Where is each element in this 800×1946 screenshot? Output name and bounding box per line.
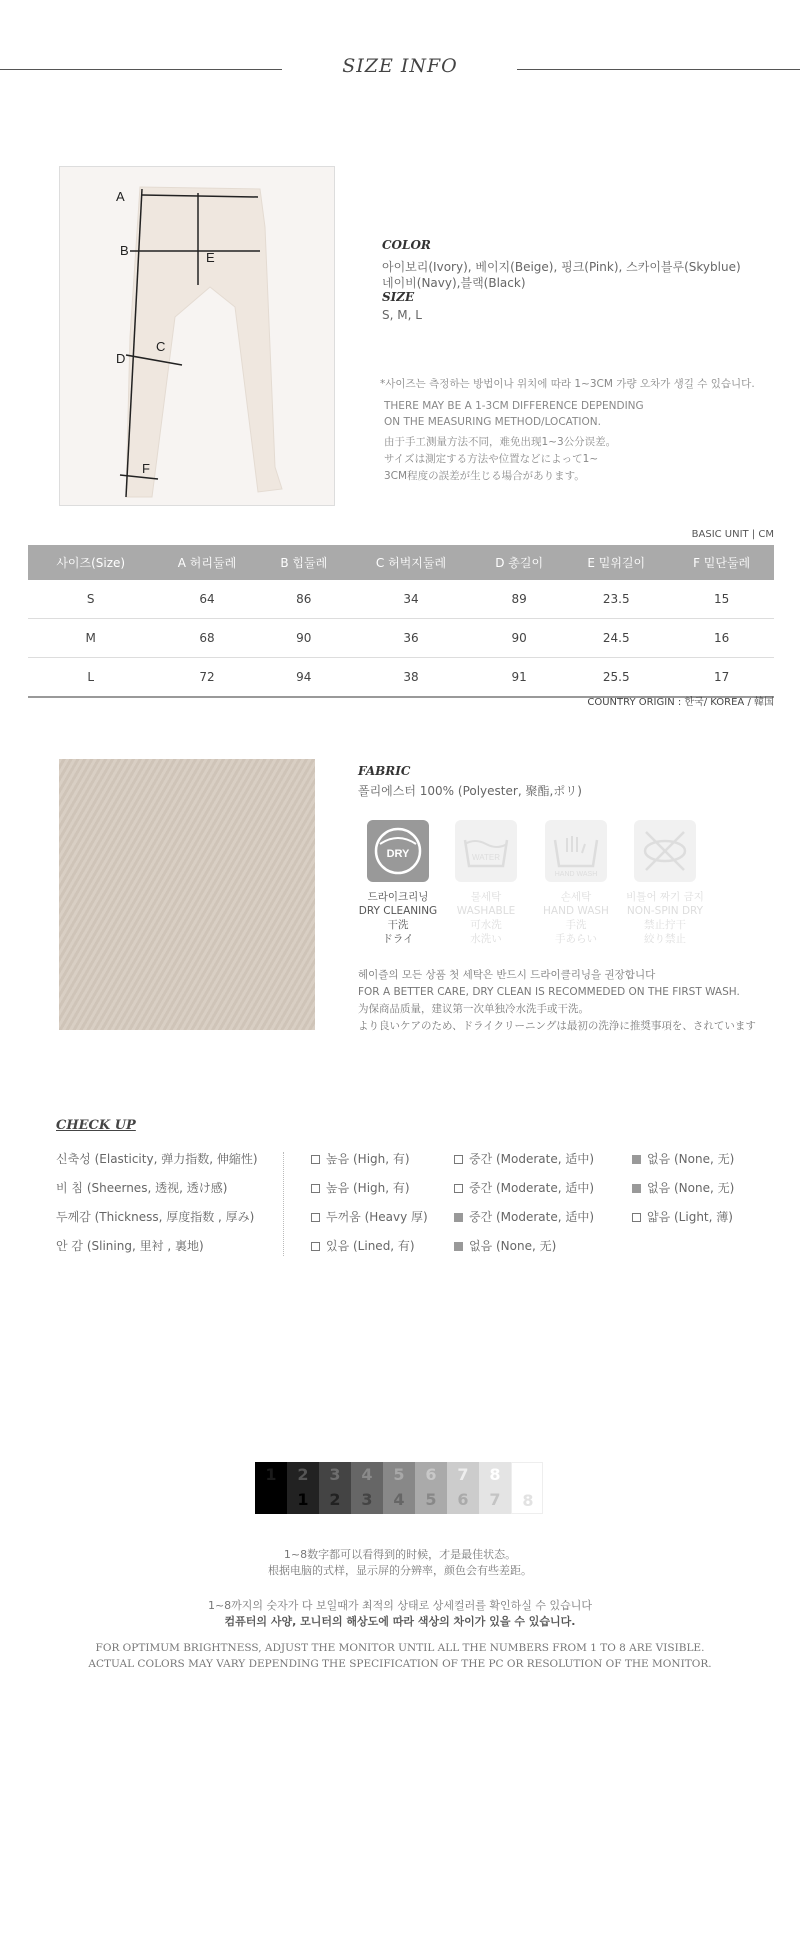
fabric-swatch-photo — [59, 759, 315, 1030]
calibration-en-1: FOR OPTIMUM BRIGHTNESS, ADJUST THE MONITOR UNTIL ALL THE NUMBERS FROM 1 TO 8 ARE VISIBLE. — [95, 1642, 705, 1654]
care-notice-cn: 为保商品质量，建议第一次单独冷水洗手或干洗。 — [358, 1003, 589, 1015]
calibration-cn-2: 根据电脑的式样，显示屏的分辨率，颜色会有些差距。 — [268, 1564, 532, 1577]
option-high: 높음 (High, 有) — [311, 1150, 410, 1167]
calibration-cell: 2 1 — [287, 1462, 319, 1514]
page-title: SIZE INFO — [342, 55, 458, 77]
option-heavy: 두꺼움 (Heavy 厚) — [311, 1208, 428, 1225]
country-origin: COUNTRY ORIGIN : 한국/ KOREA / 韓国 — [587, 697, 774, 708]
option-moderate: 중간 (Moderate, 适中) — [454, 1208, 594, 1225]
checkbox-checked-icon — [454, 1242, 463, 1251]
dry-clean-icon — [367, 820, 429, 882]
option-moderate: 중간 (Moderate, 适中) — [454, 1179, 594, 1196]
size-table-header — [28, 545, 774, 580]
table-cell: 91 — [475, 658, 563, 698]
diagram-label-f: F — [142, 461, 150, 476]
size-table — [28, 545, 774, 698]
care-notice-jp: より良いケアのため、ドライクリーニングは最初の洗浄に推奨事項を、されています — [358, 1020, 756, 1032]
option-high: 높음 (High, 有) — [311, 1179, 410, 1196]
fabric-label: FABRIC — [358, 764, 411, 778]
washable-icon — [455, 820, 517, 882]
table-cell: M — [28, 619, 153, 658]
table-row — [28, 580, 774, 619]
table-cell: 24.5 — [563, 619, 669, 658]
table-cell: 16 — [669, 619, 774, 658]
option-none: 없음 (None, 无) — [632, 1179, 734, 1196]
diagram-label-d: D — [116, 351, 126, 366]
size-note-en-2: ON THE MEASURING METHOD/LOCATION. — [384, 416, 601, 428]
care-label-water: 물세탁 WASHABLE 可水洗 水洗い — [456, 891, 516, 945]
svg-text:DRY: DRY — [386, 848, 410, 860]
calibration-cn-1: 1~8数字都可以看得到的时候，才是最佳状态。 — [283, 1548, 517, 1561]
col-size: 사이즈(Size) — [28, 545, 153, 580]
calibration-cell: 8 — [511, 1462, 543, 1514]
diagram-label-c: C — [156, 339, 166, 354]
calibration-cell: 8 7 — [479, 1462, 511, 1514]
table-cell: 94 — [261, 658, 348, 698]
care-notice-ko: 헤이즐의 모든 상품 첫 세탁은 반드시 드라이클리닝을 권장합니다 — [358, 969, 656, 981]
checkup-label: 안 감 (Slining, 里衬 , 裏地) — [56, 1239, 204, 1253]
col-length: D 총길이 — [475, 545, 563, 580]
color-line-2: 네이비(Navy),블랙(Black) — [382, 276, 526, 290]
care-notice-en: FOR A BETTER CARE, DRY CLEAN IS RECOMMEDED ON THE FIRST WASH. — [358, 986, 740, 998]
care-label-dry: 드라이크리닝 DRY CLEANING 干洗 ドライ — [358, 891, 438, 945]
table-cell: 90 — [261, 619, 348, 658]
checkbox-checked-icon — [632, 1184, 641, 1193]
svg-text:WATER: WATER — [472, 853, 500, 862]
table-row — [28, 619, 774, 658]
size-note-cn: 由于手工测量方法不同，难免出现1~3公分误差。 — [384, 436, 617, 448]
table-cell: 36 — [347, 619, 475, 658]
checkbox-checked-icon — [454, 1213, 463, 1222]
col-hip: B 힙둘레 — [261, 545, 348, 580]
calibration-cell: 1 — [255, 1462, 287, 1514]
table-cell: 90 — [475, 619, 563, 658]
table-cell: 38 — [347, 658, 475, 698]
checkbox-icon — [311, 1213, 320, 1222]
color-label: COLOR — [382, 238, 431, 252]
col-waist: A 허리둘레 — [153, 545, 260, 580]
table-cell: 89 — [475, 580, 563, 619]
size-label: SIZE — [382, 290, 415, 304]
col-rise: E 밑위길이 — [563, 545, 669, 580]
table-cell: S — [28, 580, 153, 619]
checkbox-icon — [454, 1155, 463, 1164]
size-note-jp-1: サイズは測定する方法や位置などによって1~ — [384, 453, 599, 465]
non-spin-dry-icon — [634, 820, 696, 882]
table-cell: 15 — [669, 580, 774, 619]
table-cell: 64 — [153, 580, 260, 619]
color-line-1: 아이보리(Ivory), 베이지(Beige), 핑크(Pink), 스카이블루(Skyblue) — [382, 260, 741, 274]
option-moderate: 중간 (Moderate, 适中) — [454, 1150, 594, 1167]
table-cell: 34 — [347, 580, 475, 619]
option-light: 얇음 (Light, 薄) — [632, 1208, 733, 1225]
table-row — [28, 658, 774, 698]
table-cell: 25.5 — [563, 658, 669, 698]
calibration-ko-2: 컴퓨터의 사양, 모니터의 해상도에 따라 색상의 차이가 있을 수 있습니다. — [224, 1615, 576, 1628]
product-measure-photo — [59, 166, 335, 506]
checkup-label: 두께감 (Thickness, 厚度指数 , 厚み) — [56, 1210, 255, 1224]
checkbox-icon — [311, 1184, 320, 1193]
fabric-value: 폴리에스터 100% (Polyester, 聚酯,ポリ) — [358, 784, 582, 798]
calibration-cell: 3 2 — [319, 1462, 351, 1514]
size-note-ko: *사이즈는 측정하는 방법이나 위치에 따라 1~3CM 가량 오차가 생길 수 있습니다. — [380, 378, 755, 390]
table-cell: 68 — [153, 619, 260, 658]
col-thigh: C 허벅지둘레 — [347, 545, 475, 580]
calibration-cell: 4 3 — [351, 1462, 383, 1514]
care-label-nonspin: 비틀어 짜기 금지 NON-SPIN DRY 禁止拧干 絞り禁止 — [626, 891, 704, 945]
checkbox-icon — [632, 1213, 641, 1222]
table-cell: 23.5 — [563, 580, 669, 619]
checkbox-icon — [311, 1155, 320, 1164]
diagram-label-e: E — [206, 250, 215, 265]
svg-text:HAND WASH: HAND WASH — [554, 871, 598, 878]
option-lined: 있음 (Lined, 有) — [311, 1237, 415, 1254]
table-cell: L — [28, 658, 153, 698]
checkup-divider — [283, 1152, 284, 1256]
option-none: 없음 (None, 无) — [454, 1237, 556, 1254]
calibration-cell: 7 6 — [447, 1462, 479, 1514]
checkup-label: 신축성 (Elasticity, 弹力指数, 伸縮性) — [56, 1152, 258, 1166]
size-note-en-1: THERE MAY BE A 1-3CM DIFFERENCE DEPENDING — [384, 400, 644, 412]
calibration-ko-1: 1~8까지의 숫자가 다 보일때가 최적의 상태로 상세컬러를 확인하실 수 있습니다 — [207, 1599, 593, 1612]
size-value: S, M, L — [382, 308, 422, 322]
checkup-label: 비 침 (Sheernes, 透视, 透け感) — [56, 1181, 228, 1195]
col-hem: F 밑단둘레 — [669, 545, 774, 580]
basic-unit: BASIC UNIT | CM — [691, 529, 774, 540]
checkbox-icon — [311, 1242, 320, 1251]
option-none: 없음 (None, 无) — [632, 1150, 734, 1167]
hand-wash-icon — [545, 820, 607, 882]
care-label-handwash: 손세탁 HAND WASH 手洗 手あらい — [543, 891, 609, 945]
table-cell: 72 — [153, 658, 260, 698]
table-cell: 86 — [261, 580, 348, 619]
diagram-label-a: A — [116, 189, 125, 204]
calibration-en-2: ACTUAL COLORS MAY VARY DEPENDING THE SPECIFICATION OF THE PC OR RESOLUTION OF THE MONITOR. — [88, 1658, 712, 1670]
calibration-cell: 5 4 — [383, 1462, 415, 1514]
diagram-label-b: B — [120, 243, 129, 258]
calibration-cell: 6 5 — [415, 1462, 447, 1514]
size-note-jp-2: 3CM程度の誤差が生じる場合があります。 — [384, 470, 585, 482]
checkup-title: CHECK UP — [56, 1118, 136, 1133]
calibration-strip — [255, 1462, 543, 1514]
checkbox-checked-icon — [632, 1155, 641, 1164]
measurement-diagram — [60, 167, 334, 505]
checkbox-icon — [454, 1184, 463, 1193]
table-cell: 17 — [669, 658, 774, 698]
